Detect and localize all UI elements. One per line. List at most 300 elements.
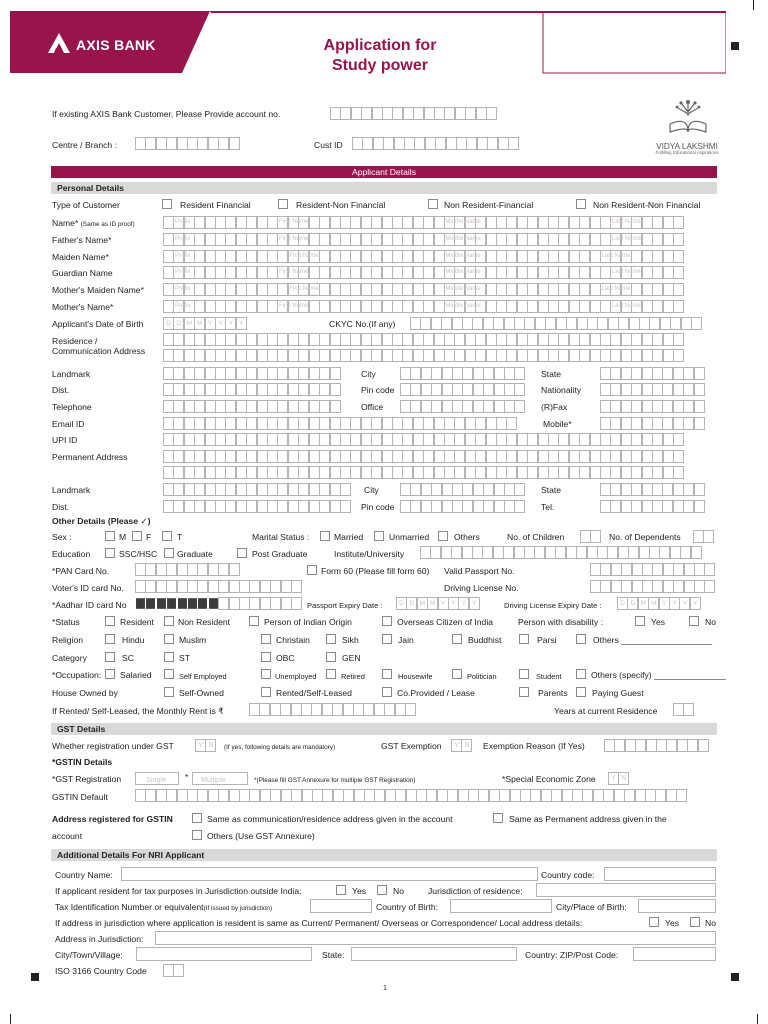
char-cell[interactable] — [229, 597, 240, 610]
religion-jain-checkbox[interactable] — [382, 634, 392, 644]
char-cell[interactable] — [548, 300, 559, 313]
char-cell[interactable] — [404, 137, 415, 150]
char-cell[interactable] — [215, 349, 226, 362]
char-cell[interactable] — [473, 383, 484, 396]
non-resident-non-financial-checkbox[interactable] — [576, 199, 586, 209]
char-cell[interactable] — [652, 283, 663, 296]
char-cell[interactable] — [673, 500, 684, 513]
char-cell[interactable] — [361, 266, 372, 279]
char-cell[interactable] — [684, 563, 695, 576]
char-cell[interactable] — [267, 383, 278, 396]
char-cell[interactable] — [590, 433, 601, 446]
char-cell[interactable] — [673, 233, 684, 246]
char-cell[interactable] — [333, 789, 344, 802]
char-cell[interactable] — [506, 349, 517, 362]
address-line-1[interactable] — [163, 333, 683, 346]
char-cell[interactable] — [298, 483, 309, 496]
char-cell[interactable] — [145, 789, 156, 802]
house-parents-checkbox[interactable] — [519, 687, 529, 697]
char-cell[interactable] — [309, 483, 320, 496]
char-cell[interactable] — [225, 433, 236, 446]
char-cell[interactable] — [610, 500, 621, 513]
char-cell[interactable] — [249, 789, 260, 802]
char-cell[interactable] — [465, 349, 476, 362]
char-cell[interactable] — [462, 483, 473, 496]
char-cell[interactable] — [298, 383, 309, 396]
char-cell[interactable] — [197, 580, 208, 593]
char-cell[interactable] — [184, 383, 195, 396]
char-cell[interactable] — [652, 433, 663, 446]
char-cell[interactable] — [660, 317, 671, 330]
char-cell[interactable] — [421, 367, 432, 380]
char-cell[interactable] — [319, 500, 330, 513]
char-cell[interactable] — [163, 450, 174, 463]
char-cell[interactable] — [478, 789, 489, 802]
char-cell[interactable] — [319, 433, 330, 446]
char-cell[interactable] — [538, 349, 549, 362]
char-cell[interactable] — [246, 216, 257, 229]
char-cell[interactable] — [394, 137, 405, 150]
char-cell[interactable] — [462, 383, 473, 396]
char-cell[interactable] — [361, 283, 372, 296]
char-cell[interactable] — [351, 107, 362, 120]
char-cell[interactable] — [371, 417, 382, 430]
char-cell[interactable] — [257, 367, 268, 380]
char-cell[interactable] — [423, 283, 434, 296]
char-cell[interactable] — [548, 283, 559, 296]
char-cell[interactable] — [548, 333, 559, 346]
char-cell[interactable] — [215, 283, 226, 296]
char-cell[interactable] — [277, 483, 288, 496]
char-cell[interactable] — [225, 450, 236, 463]
char-cell[interactable] — [631, 433, 642, 446]
char-cell[interactable] — [635, 739, 646, 752]
dependents-field[interactable] — [693, 530, 714, 543]
char-cell[interactable] — [350, 300, 361, 313]
char-cell[interactable] — [330, 400, 341, 413]
char-cell[interactable] — [363, 703, 374, 716]
char-cell[interactable] — [277, 466, 288, 479]
char-cell[interactable] — [361, 450, 372, 463]
char-cell[interactable] — [402, 233, 413, 246]
char-cell[interactable] — [236, 349, 247, 362]
char-cell[interactable] — [652, 580, 663, 593]
char-cell[interactable] — [548, 349, 559, 362]
char-cell[interactable] — [673, 417, 684, 430]
char-cell[interactable] — [225, 233, 236, 246]
char-cell[interactable] — [332, 703, 343, 716]
char-cell[interactable] — [590, 333, 601, 346]
char-cell[interactable] — [194, 216, 205, 229]
char-cell[interactable] — [277, 433, 288, 446]
char-cell[interactable] — [163, 433, 174, 446]
char-cell[interactable] — [194, 483, 205, 496]
char-cell[interactable] — [530, 789, 541, 802]
char-cell[interactable] — [468, 789, 479, 802]
char-cell[interactable] — [496, 333, 507, 346]
char-cell[interactable] — [215, 250, 226, 263]
perm-dist-field[interactable] — [163, 500, 350, 513]
char-cell[interactable] — [652, 216, 663, 229]
char-cell[interactable] — [417, 597, 428, 610]
char-cell[interactable] — [663, 349, 674, 362]
char-cell[interactable] — [267, 450, 278, 463]
char-cell[interactable] — [246, 250, 257, 263]
char-cell[interactable] — [392, 233, 403, 246]
char-cell[interactable] — [676, 789, 687, 802]
char-cell[interactable] — [267, 266, 278, 279]
char-cell[interactable] — [413, 466, 424, 479]
char-cell[interactable] — [610, 483, 621, 496]
char-cell[interactable] — [434, 233, 445, 246]
char-cell[interactable] — [319, 466, 330, 479]
char-cell[interactable] — [340, 466, 351, 479]
char-cell[interactable] — [504, 317, 515, 330]
char-cell[interactable] — [260, 580, 271, 593]
char-cell[interactable] — [350, 233, 361, 246]
char-cell[interactable] — [600, 333, 611, 346]
char-cell[interactable] — [173, 383, 184, 396]
char-cell[interactable] — [215, 400, 226, 413]
dl-expiry-field[interactable] — [617, 597, 700, 610]
char-cell[interactable] — [652, 563, 663, 576]
char-cell[interactable] — [631, 349, 642, 362]
char-cell[interactable] — [322, 789, 333, 802]
char-cell[interactable] — [506, 466, 517, 479]
char-cell[interactable] — [194, 317, 205, 330]
char-cell[interactable] — [607, 546, 618, 559]
char-cell[interactable] — [173, 483, 184, 496]
char-cell[interactable] — [447, 789, 458, 802]
char-cell[interactable] — [319, 250, 330, 263]
char-cell[interactable] — [205, 250, 216, 263]
char-cell[interactable] — [621, 563, 632, 576]
char-cell[interactable] — [652, 233, 663, 246]
char-cell[interactable] — [350, 466, 361, 479]
char-cell[interactable] — [646, 739, 657, 752]
char-cell[interactable] — [236, 500, 247, 513]
pin-code-field[interactable] — [400, 383, 525, 396]
char-cell[interactable] — [423, 417, 434, 430]
char-cell[interactable] — [298, 433, 309, 446]
char-cell[interactable] — [473, 367, 484, 380]
char-cell[interactable] — [524, 317, 535, 330]
char-cell[interactable] — [267, 367, 278, 380]
char-cell[interactable] — [392, 466, 403, 479]
char-cell[interactable] — [225, 216, 236, 229]
sex-t-checkbox[interactable] — [162, 531, 172, 541]
char-cell[interactable] — [173, 964, 184, 977]
char-cell[interactable] — [434, 433, 445, 446]
char-cell[interactable] — [340, 349, 351, 362]
char-cell[interactable] — [510, 789, 521, 802]
char-cell[interactable] — [610, 400, 621, 413]
char-cell[interactable] — [225, 483, 236, 496]
char-cell[interactable] — [621, 500, 632, 513]
char-cell[interactable] — [652, 400, 663, 413]
same-address-no-checkbox[interactable] — [690, 917, 700, 927]
char-cell[interactable] — [642, 450, 653, 463]
char-cell[interactable] — [558, 450, 569, 463]
char-cell[interactable] — [352, 137, 363, 150]
char-cell[interactable] — [194, 266, 205, 279]
tin-field[interactable] — [310, 899, 372, 913]
char-cell[interactable] — [538, 233, 549, 246]
char-cell[interactable] — [413, 283, 424, 296]
char-cell[interactable] — [508, 137, 519, 150]
char-cell[interactable] — [673, 300, 684, 313]
char-cell[interactable] — [194, 400, 205, 413]
occ-politician-checkbox[interactable] — [452, 669, 462, 679]
char-cell[interactable] — [392, 283, 403, 296]
char-cell[interactable] — [246, 367, 257, 380]
char-cell[interactable] — [600, 417, 611, 430]
char-cell[interactable] — [472, 317, 483, 330]
tax-resident-yes-checkbox[interactable] — [336, 885, 346, 895]
char-cell[interactable] — [652, 349, 663, 362]
char-cell[interactable] — [431, 367, 442, 380]
char-cell[interactable] — [413, 233, 424, 246]
char-cell[interactable] — [413, 349, 424, 362]
char-cell[interactable] — [400, 483, 411, 496]
char-cell[interactable] — [431, 383, 442, 396]
char-cell[interactable] — [669, 597, 680, 610]
religion-others-checkbox[interactable] — [576, 634, 586, 644]
char-cell[interactable] — [225, 466, 236, 479]
char-cell[interactable] — [673, 400, 684, 413]
char-cell[interactable] — [694, 500, 705, 513]
char-cell[interactable] — [246, 500, 257, 513]
char-cell[interactable] — [486, 300, 497, 313]
religion-hindu-checkbox[interactable] — [105, 634, 115, 644]
char-cell[interactable] — [642, 483, 653, 496]
city-birth-field[interactable] — [638, 899, 716, 913]
char-cell[interactable] — [340, 250, 351, 263]
char-cell[interactable] — [166, 789, 177, 802]
char-cell[interactable] — [631, 367, 642, 380]
char-cell[interactable] — [330, 266, 341, 279]
char-cell[interactable] — [494, 367, 505, 380]
char-cell[interactable] — [621, 383, 632, 396]
char-cell[interactable] — [392, 417, 403, 430]
char-cell[interactable] — [600, 349, 611, 362]
nri-state-field[interactable] — [351, 947, 517, 961]
char-cell[interactable] — [309, 216, 320, 229]
category-gen-checkbox[interactable] — [326, 652, 336, 662]
char-cell[interactable] — [197, 137, 208, 150]
gstin-default-field[interactable] — [135, 789, 687, 802]
char-cell[interactable] — [267, 333, 278, 346]
char-cell[interactable] — [486, 283, 497, 296]
char-cell[interactable] — [538, 266, 549, 279]
char-cell[interactable] — [555, 546, 566, 559]
char-cell[interactable] — [257, 466, 268, 479]
char-cell[interactable] — [483, 400, 494, 413]
char-cell[interactable] — [454, 333, 465, 346]
char-cell[interactable] — [361, 466, 372, 479]
char-cell[interactable] — [229, 563, 240, 576]
char-cell[interactable] — [629, 317, 640, 330]
char-cell[interactable] — [434, 216, 445, 229]
char-cell[interactable] — [298, 349, 309, 362]
char-cell[interactable] — [330, 216, 341, 229]
char-cell[interactable] — [642, 367, 653, 380]
char-cell[interactable] — [167, 598, 176, 608]
char-cell[interactable] — [291, 580, 302, 593]
char-cell[interactable] — [199, 598, 208, 608]
char-cell[interactable] — [486, 466, 497, 479]
char-cell[interactable] — [454, 433, 465, 446]
char-cell[interactable] — [406, 789, 417, 802]
char-cell[interactable] — [496, 450, 507, 463]
char-cell[interactable] — [173, 466, 184, 479]
char-cell[interactable] — [456, 137, 467, 150]
mothers-name-field[interactable] — [163, 300, 683, 313]
char-cell[interactable] — [514, 483, 525, 496]
char-cell[interactable] — [205, 233, 216, 246]
char-cell[interactable] — [548, 250, 559, 263]
char-cell[interactable] — [600, 266, 611, 279]
resident-non-financial-checkbox[interactable] — [278, 199, 288, 209]
char-cell[interactable] — [184, 483, 195, 496]
char-cell[interactable] — [215, 367, 226, 380]
char-cell[interactable] — [205, 483, 216, 496]
char-cell[interactable] — [444, 450, 455, 463]
char-cell[interactable] — [288, 367, 299, 380]
char-cell[interactable] — [184, 450, 195, 463]
char-cell[interactable] — [642, 300, 653, 313]
char-cell[interactable] — [566, 546, 577, 559]
status-oci-checkbox[interactable] — [382, 616, 392, 626]
char-cell[interactable] — [270, 789, 281, 802]
char-cell[interactable] — [361, 333, 372, 346]
char-cell[interactable] — [534, 546, 545, 559]
char-cell[interactable] — [483, 500, 494, 513]
char-cell[interactable] — [413, 266, 424, 279]
char-cell[interactable] — [506, 333, 517, 346]
char-cell[interactable] — [382, 266, 393, 279]
char-cell[interactable] — [383, 137, 394, 150]
char-cell[interactable] — [187, 580, 198, 593]
char-cell[interactable] — [188, 598, 197, 608]
status-resident-checkbox[interactable] — [105, 616, 115, 626]
char-cell[interactable] — [298, 466, 309, 479]
char-cell[interactable] — [215, 216, 226, 229]
char-cell[interactable] — [205, 317, 216, 330]
char-cell[interactable] — [392, 349, 403, 362]
char-cell[interactable] — [257, 333, 268, 346]
char-cell[interactable] — [288, 466, 299, 479]
char-cell[interactable] — [662, 367, 673, 380]
char-cell[interactable] — [642, 500, 653, 513]
char-cell[interactable] — [496, 349, 507, 362]
state-field[interactable] — [600, 367, 704, 380]
char-cell[interactable] — [527, 300, 538, 313]
char-cell[interactable] — [239, 789, 250, 802]
char-cell[interactable] — [670, 317, 681, 330]
char-cell[interactable] — [288, 433, 299, 446]
char-cell[interactable] — [465, 450, 476, 463]
char-cell[interactable] — [593, 789, 604, 802]
char-cell[interactable] — [517, 283, 528, 296]
char-cell[interactable] — [569, 333, 580, 346]
char-cell[interactable] — [652, 450, 663, 463]
char-cell[interactable] — [462, 500, 473, 513]
char-cell[interactable] — [458, 597, 469, 610]
char-cell[interactable] — [309, 233, 320, 246]
char-cell[interactable] — [423, 433, 434, 446]
char-cell[interactable] — [486, 250, 497, 263]
char-cell[interactable] — [590, 216, 601, 229]
char-cell[interactable] — [298, 450, 309, 463]
char-cell[interactable] — [652, 367, 663, 380]
char-cell[interactable] — [527, 266, 538, 279]
char-cell[interactable] — [194, 450, 205, 463]
char-cell[interactable] — [410, 500, 421, 513]
char-cell[interactable] — [257, 483, 268, 496]
char-cell[interactable] — [330, 349, 341, 362]
char-cell[interactable] — [330, 107, 341, 120]
char-cell[interactable] — [610, 383, 621, 396]
char-cell[interactable] — [590, 266, 601, 279]
char-cell[interactable] — [475, 417, 486, 430]
char-cell[interactable] — [395, 789, 406, 802]
char-cell[interactable] — [410, 383, 421, 396]
char-cell[interactable] — [514, 367, 525, 380]
char-cell[interactable] — [225, 367, 236, 380]
char-cell[interactable] — [548, 216, 559, 229]
char-cell[interactable] — [194, 383, 205, 396]
char-cell[interactable] — [677, 739, 688, 752]
char-cell[interactable] — [343, 703, 354, 716]
char-cell[interactable] — [309, 300, 320, 313]
char-cell[interactable] — [413, 450, 424, 463]
char-cell[interactable] — [538, 283, 549, 296]
char-cell[interactable] — [340, 433, 351, 446]
gst-exemption-field[interactable] — [451, 739, 472, 752]
char-cell[interactable] — [590, 250, 601, 263]
char-cell[interactable] — [277, 349, 288, 362]
char-cell[interactable] — [486, 266, 497, 279]
char-cell[interactable] — [462, 367, 473, 380]
char-cell[interactable] — [298, 367, 309, 380]
char-cell[interactable] — [177, 563, 188, 576]
house-company-checkbox[interactable] — [382, 687, 392, 697]
char-cell[interactable] — [504, 500, 515, 513]
char-cell[interactable] — [538, 450, 549, 463]
char-cell[interactable] — [704, 580, 715, 593]
non-resident-financial-checkbox[interactable] — [428, 199, 438, 209]
char-cell[interactable] — [558, 283, 569, 296]
char-cell[interactable] — [548, 266, 559, 279]
char-cell[interactable] — [673, 433, 684, 446]
char-cell[interactable] — [517, 300, 528, 313]
fathers-name-field[interactable] — [163, 233, 683, 246]
char-cell[interactable] — [569, 283, 580, 296]
char-cell[interactable] — [454, 417, 465, 430]
char-cell[interactable] — [402, 466, 413, 479]
char-cell[interactable] — [277, 250, 288, 263]
rfax-field[interactable] — [600, 400, 704, 413]
char-cell[interactable] — [371, 283, 382, 296]
char-cell[interactable] — [402, 433, 413, 446]
char-cell[interactable] — [514, 546, 525, 559]
char-cell[interactable] — [197, 563, 208, 576]
char-cell[interactable] — [442, 367, 453, 380]
permanent-address-line-1[interactable] — [163, 450, 683, 463]
char-cell[interactable] — [249, 580, 260, 593]
char-cell[interactable] — [604, 739, 615, 752]
